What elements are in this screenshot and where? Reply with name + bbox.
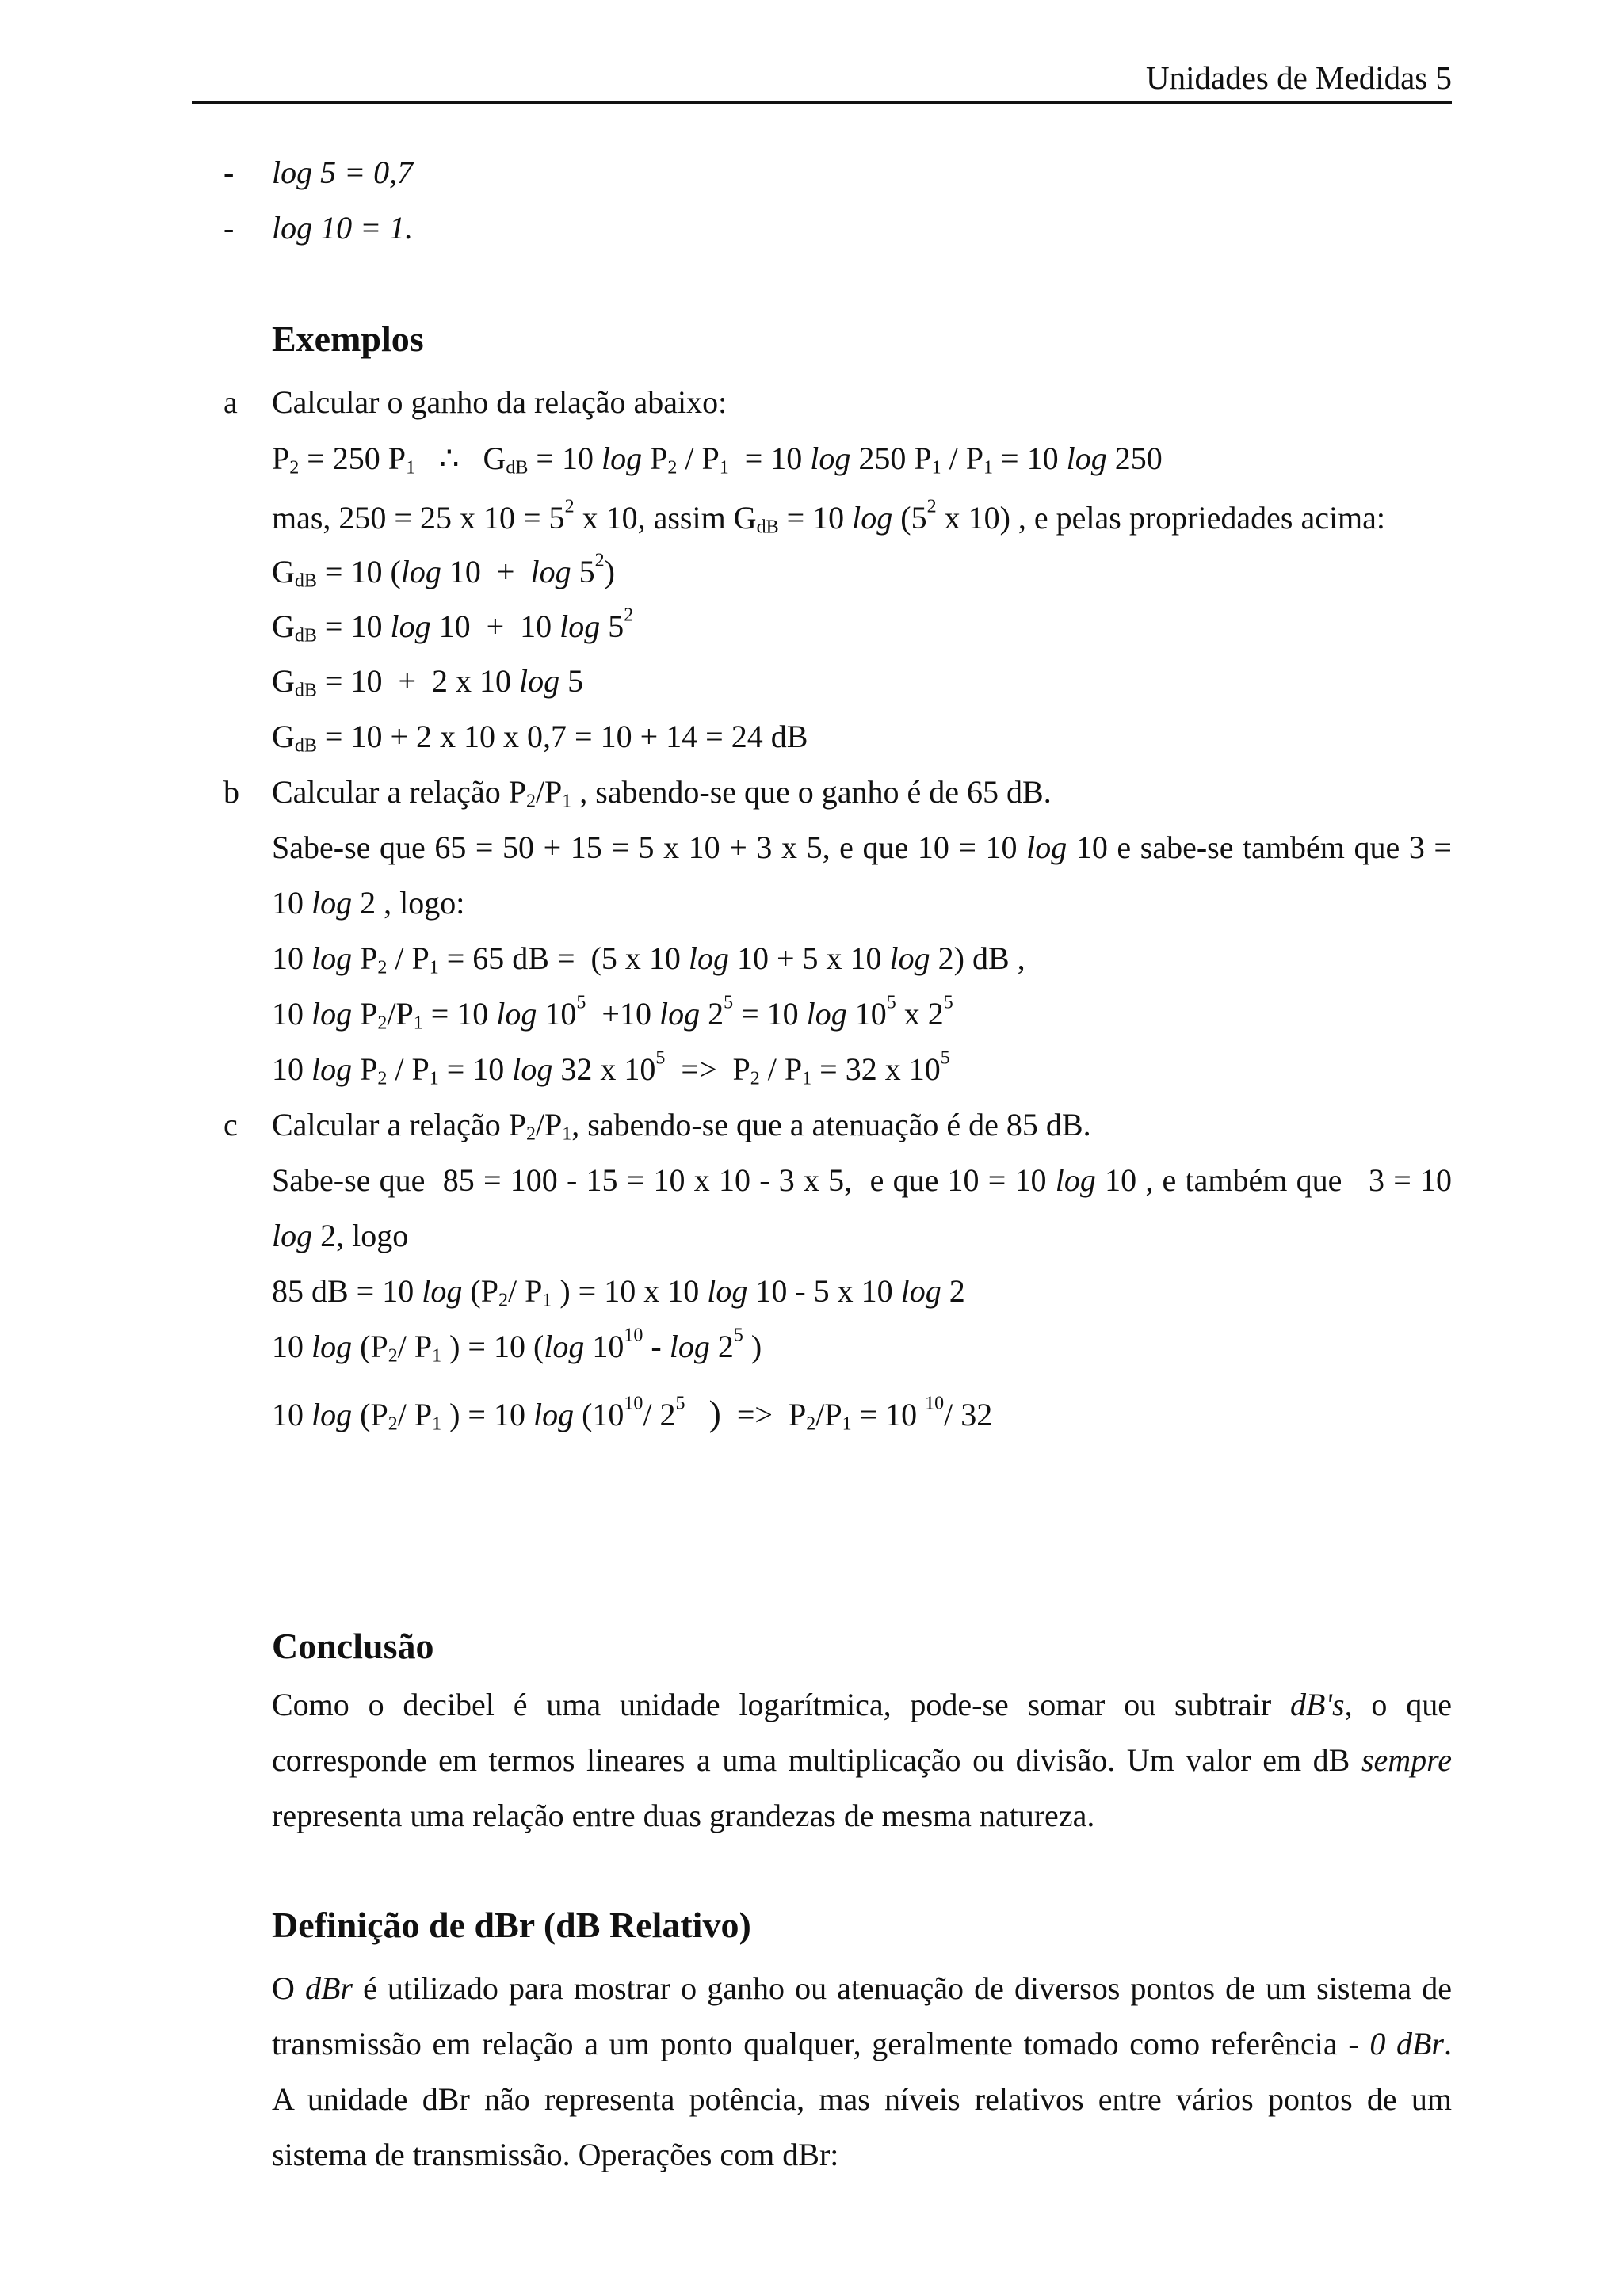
example-c-title: Calcular a relação $P_2/P_1$, sabendo-se que a atenuação é de 85 dB. — [272, 1107, 1091, 1145]
bullet-log10: log 10 = 1. — [272, 210, 414, 246]
example-b-line: 10 $\log P_2/P_1 = 10$ $\log 10^5 +10$ $\log 2^5 = 10$ $\log 10^5$ x $2^5$ — [272, 992, 953, 1034]
example-a-line: $G_{dB} = 10 + 2$ x 10 log 5 — [272, 663, 584, 701]
conclusao-line: Como o decibel é uma unidade logarítmica, pode-se somar ou subtrair dB's, o que — [272, 1687, 1452, 1722]
bullet-dash: - — [223, 210, 235, 246]
example-c-line: log 2, logo — [272, 1218, 409, 1253]
example-b-line: Sabe-se que 65 = 50 + 15 = 5 x 10 + 3 x 5, e que 10 = 10 log 10 e sabe-se também que 3 = — [272, 830, 1452, 865]
conclusao-line: corresponde em termos lineares a uma multiplicação ou divisão. Um valor em dB sempre — [272, 1742, 1452, 1778]
example-a-line: $P_2 = 250$ $P_1$ ∴ $G_{dB} = 10$ $\log P_2 / P_1 = 10$ log 250 $P_1 / P_1 = 10$ log 250 — [272, 441, 1163, 479]
example-b-line: 10 $\log P_2 / P_1 = 65$ dB = (5 x 10 log 10 + 5 x 10 log 2) dB , — [272, 940, 1025, 978]
example-c-line: 85 dB = 10 $\log (P_2/$ $P_1$ ) = 10 x 10 log 10 - 5 x 10 log 2 — [272, 1273, 965, 1311]
heading-exemplos: Exemplos — [272, 318, 424, 359]
conclusao-line: representa uma relação entre duas grandezas de mesma natureza. — [272, 1798, 1095, 1833]
bullet-dash: - — [223, 154, 235, 190]
example-c-result: 10 $\log (P_2/$ $P_1$ ) = 10 $\log (10^{10}/$ $2^5$ ) => $P_2/P_1 = 10$ $^{10}$/ 32 — [272, 1393, 993, 1435]
example-b-line: 10 log 2 , logo: — [272, 885, 465, 921]
example-b-result: 10 $\log P_2 / P_1 = 10$ log 32 x $10^5 => P_2 / P_1 = 32$ x $10^5$ — [272, 1047, 950, 1089]
bullet-log5: log 5 = 0,7 — [272, 154, 414, 190]
item-marker-c: c — [223, 1107, 238, 1142]
dbr-line: O dBr é utilizado para mostrar o ganho ou atenuação de diversos pontos de um sistema de — [272, 1970, 1452, 2006]
example-b-title: Calcular a relação $P_2/P_1$ , sabendo-se que o ganho é de 65 dB. — [272, 774, 1052, 812]
example-a-line: $G_{dB} = 10$ (log $10 + \log 5^2$) — [272, 550, 615, 592]
page-header — [192, 60, 1452, 104]
item-marker-a: a — [223, 384, 238, 420]
dbr-line: sistema de transmissão. Operações com dBr: — [272, 2137, 839, 2172]
running-head: Unidades de Medidas 5 — [1146, 59, 1452, 96]
heading-conclusao: Conclusão — [272, 1626, 434, 1666]
example-c-line: Sabe-se que 85 = 100 - 15 = 10 x 10 - 3 x 5, e que 10 = 10 log 10 , e também que 3 = 10 — [272, 1162, 1452, 1198]
example-a-title: Calcular o ganho da relação abaixo: — [272, 384, 727, 420]
dbr-line: A unidade dBr não representa potência, mas níveis relativos entre vários pontos de um — [272, 2081, 1452, 2117]
dbr-line: transmissão em relação a um ponto qualquer, geralmente tomado como referência - 0 dBr. — [272, 2026, 1452, 2061]
heading-dbr: Definição de dBr (dB Relativo) — [272, 1905, 751, 1945]
example-a-line: mas, 250 = 25 x $10 = 5^2$ x 10, assim $G_{dB} = 10$ $\log (5^2$ x 10) , e pelas propriedades acima: — [272, 496, 1386, 538]
item-marker-b: b — [223, 774, 239, 810]
example-a-result: $G_{dB} = 10 + 2$ x 10 x 0,7 = 10 + 14 = 24 dB — [272, 719, 808, 757]
example-a-line: $G_{dB} = 10$ log 10 + 10 $\log 5^2$ — [272, 605, 634, 646]
example-c-line: 10 $\log (P_2/$ $P_1$ ) = 10 (log $10^{10}$ - $\log 2^5$ ) — [272, 1325, 762, 1367]
